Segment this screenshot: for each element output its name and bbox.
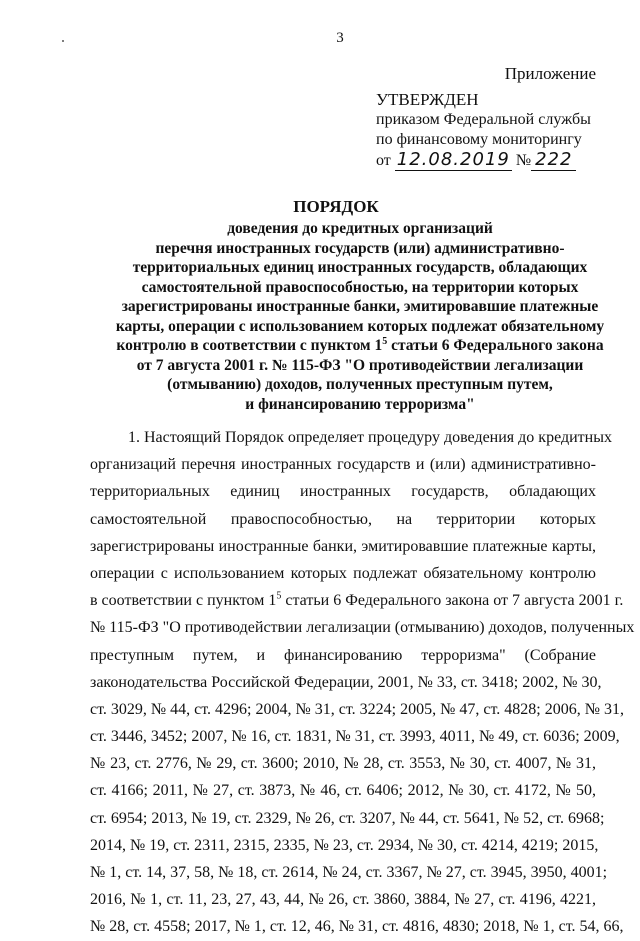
subtitle-line: и финансированию терроризма" [245,395,475,413]
order-heading: ПОРЯДОК [293,197,379,216]
body-paragraph [90,424,635,941]
page-number: 3 [336,30,344,46]
body-line: ст. 3446, 3452; 2007, № 16, ст. 1831, № 31, ст. 3993, 4011, № 49, ст. 6036; 2009, [90,728,620,746]
superscript: 5 [276,590,282,602]
approval-line-2: по финансовому мониторингу [376,131,582,148]
body-line: № 115-ФЗ "О противодействии легализации (отмыванию) доходов, полученных [90,619,635,637]
approval-block [376,90,616,171]
subtitle-fragment: контролю в соответствии с пунктом 1 [116,337,383,354]
subtitle-line [80,336,640,356]
body-line: ст. 4166; 2011, № 27, ст. 3873, № 46, ст. 6406; 2012, № 30, ст. 4172, № 50, [90,782,596,800]
body-fragment: статьи 6 Федерального закона от 7 августа 2001 г. [285,592,624,610]
body-line: законодательства Российской Федерации, 2001, № 33, ст. 3418; 2002, № 30, [90,673,602,691]
approval-title: УТВЕРЖДЕН [376,90,479,109]
body-line: операции с использованием которых подлежат обязательному контролю [90,564,596,582]
handwritten-number: 222 [531,149,576,171]
order-subtitle [80,219,640,414]
body-line: № 28, ст. 4558; 2017, № 1, ст. 12, 46, № 31, ст. 4816, 4830; 2018, № 1, ст. 54, 66, [90,918,624,936]
body-line: № 23, ст. 2776, № 29, ст. 3600; 2010, № 28, ст. 3553, № 30, ст. 4007, № 31, [90,755,596,773]
body-line: № 1, ст. 14, 37, 58, № 18, ст. 2614, № 24, ст. 3367, № 27, ст. 3945, 3950, 4001; [90,864,608,881]
date-prefix: от [376,152,391,169]
superscript: 5 [382,335,388,347]
body-fragment: в соответствии с пунктом 1 [90,592,277,610]
subtitle-line: территориальных единиц иностранных государств, обладающих [132,259,588,276]
body-line: 2014, № 19, ст. 2311, 2315, 2335, № 23, ст. 2934, № 30, ст. 4214, 4219; 2015, [90,836,599,854]
subtitle-line: зарегистрированы иностранные банки, эмитировавшие платежные [121,298,599,315]
body-line: самостоятельной правоспособностью, на территории которых [90,510,596,528]
body-line: зарегистрированы иностранные банки, эмитировавшие платежные карты, [90,537,596,555]
body-line: территориальных единиц иностранных государств, обладающих [90,483,596,501]
body-line: ст. 3029, № 44, ст. 4296; 2004, № 31, ст. 3224; 2005, № 47, ст. 4828; 2006, № 31, [90,700,624,718]
body-line: 1. Настоящий Порядок определяет процедуру доведения до кредитных [128,429,612,446]
appendix-label: Приложение [504,64,596,83]
subtitle-line: самостоятельной правоспособностью, на территории которых [141,278,579,296]
body-line: 2016, № 1, ст. 11, 23, 27, 43, 44, № 26, ст. 3860, 3884, № 27, ст. 4196, 4221, [90,891,596,909]
number-prefix: № [515,152,532,169]
subtitle-line: перечня иностранных государств (или) административно- [155,239,565,257]
subtitle-line: карты, операции с использованием которых подлежат обязательному [115,317,605,335]
subtitle-line: (отмыванию) доходов, полученных преступным путем, [167,376,553,393]
approval-line-1: приказом Федеральной службы [376,111,591,128]
handwritten-date: 12.08.2019 [396,149,510,170]
approval-date-line [376,150,616,171]
subtitle-line: доведения до кредитных организаций [227,220,493,237]
subtitle-fragment: статьи 6 Федерального закона [391,337,604,354]
body-line: ст. 6954; 2013, № 19, ст. 2329, № 26, ст. 3207, № 44, ст. 5641, № 52, ст. 6968; [90,809,605,827]
body-line [90,587,624,614]
body-line: организаций перечня иностранных государств и (или) административно- [90,456,596,474]
subtitle-line: от 7 августа 2001 г. № 115-ФЗ "О противодействии легализации [136,356,584,374]
body-line: преступным путем, и финансированию терроризма" (Собрание [90,646,596,664]
